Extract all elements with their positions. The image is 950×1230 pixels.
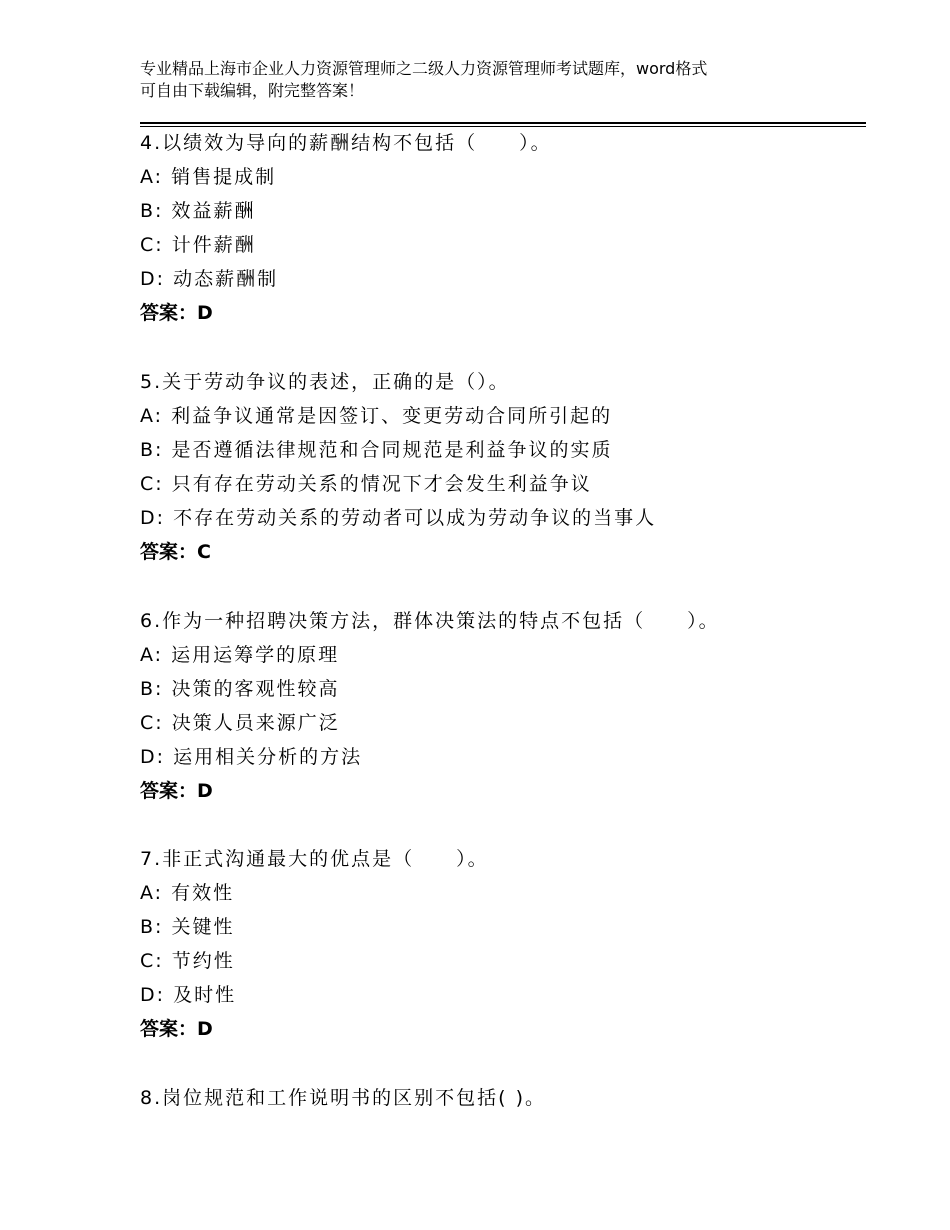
header-line-2: 可自由下载编辑，附完整答案！ <box>140 81 365 100</box>
header-line-1: 专业精品上海市企业人力资源管理师之二级人力资源管理师考试题库，word格式 <box>140 59 708 78</box>
question-6 <box>140 604 860 808</box>
question-4 <box>140 126 860 330</box>
option-b: B: 效益薪酬 <box>140 200 256 222</box>
question-8 <box>140 1081 860 1115</box>
option-c: C: 计件薪酬 <box>140 234 256 256</box>
option-c: C: 决策人员来源广泛 <box>140 712 340 734</box>
question-text: 7.非正式沟通最大的优点是（ ）。 <box>140 848 489 870</box>
option-d: D: 及时性 <box>140 984 237 1006</box>
answer-label: 答案：D <box>140 1018 213 1040</box>
question-5 <box>140 365 860 569</box>
option-b: B: 是否遵循法律规范和合同规范是利益争议的实质 <box>140 439 613 461</box>
answer-label: 答案：D <box>140 780 213 802</box>
option-a: A: 有效性 <box>140 882 235 904</box>
option-c: C: 只有存在劳动关系的情况下才会发生利益争议 <box>140 473 592 495</box>
question-text: 4.以绩效为导向的薪酬结构不包括（ ）。 <box>140 132 552 154</box>
option-c: C: 节约性 <box>140 950 235 972</box>
header-rule-thick <box>140 122 866 124</box>
answer-label: 答案：D <box>140 302 213 324</box>
option-a: A: 利益争议通常是因签订、变更劳动合同所引起的 <box>140 405 613 427</box>
option-d: D: 不存在劳动关系的劳动者可以成为劳动争议的当事人 <box>140 507 657 529</box>
question-text: 6.作为一种招聘决策方法，群体决策法的特点不包括（ ）。 <box>140 610 720 632</box>
option-d: D: 运用相关分析的方法 <box>140 746 363 768</box>
question-text: 8.岗位规范和工作说明书的区别不包括( )。 <box>140 1087 546 1109</box>
document-header <box>140 58 820 102</box>
option-a: A: 运用运筹学的原理 <box>140 644 340 666</box>
option-a: A: 销售提成制 <box>140 166 277 188</box>
question-text: 5.关于劳动争议的表述，正确的是（）。 <box>140 371 510 393</box>
answer-label: 答案：C <box>140 541 211 563</box>
option-b: B: 关键性 <box>140 916 235 938</box>
option-d: D: 动态薪酬制 <box>140 268 279 290</box>
question-7 <box>140 842 860 1046</box>
option-b: B: 决策的客观性较高 <box>140 678 340 700</box>
